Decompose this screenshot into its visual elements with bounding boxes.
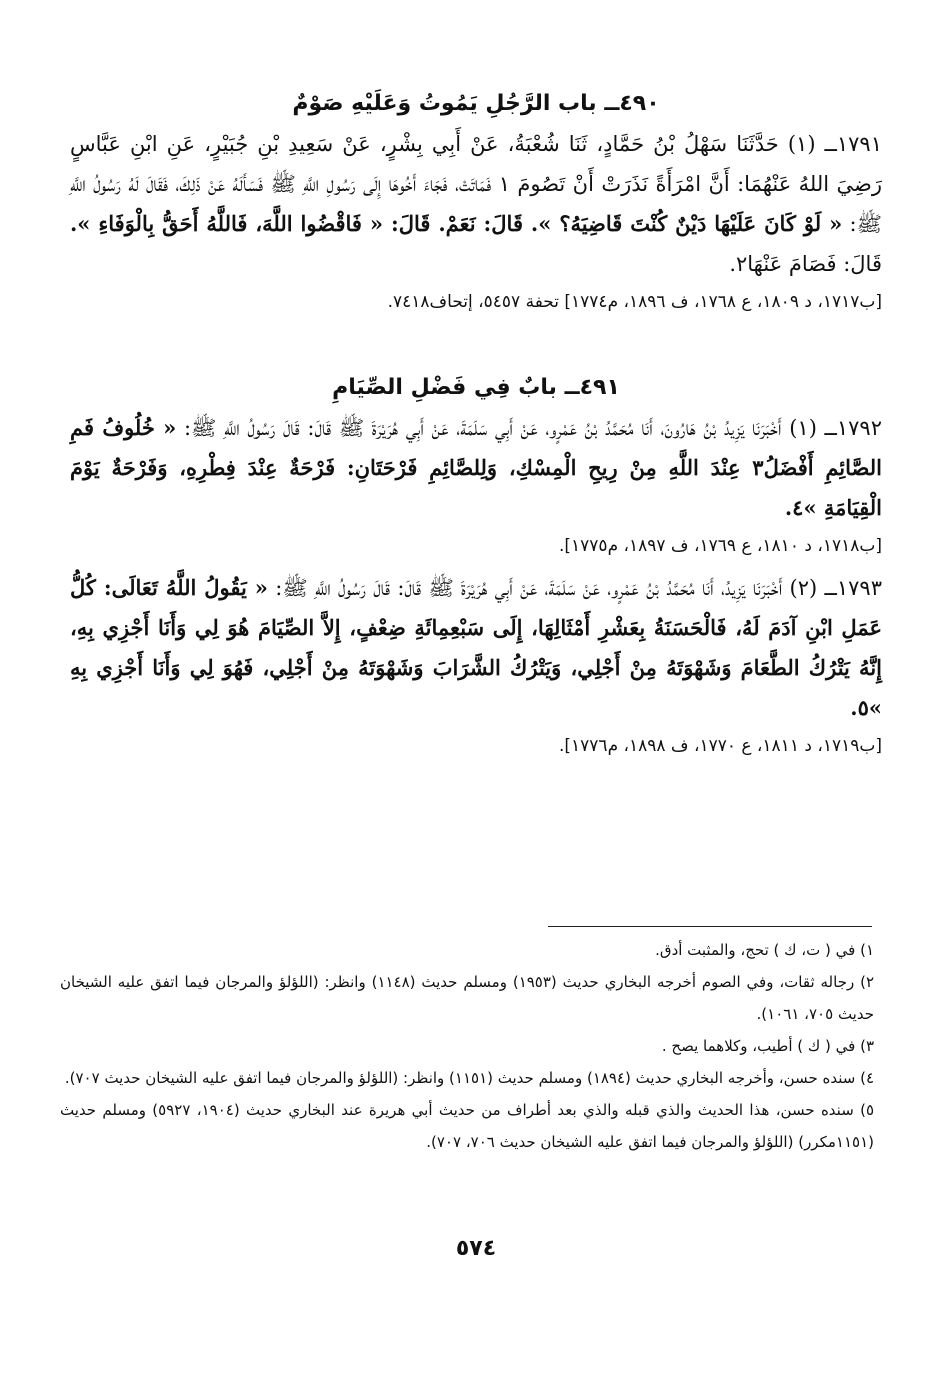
page-number: ٥٧٤: [455, 1236, 497, 1261]
hadith-isnad: ١٧٩١ــ (١) حَدَّثَنَا سَهْلُ بْنُ حَمَّادٍ، ثَنَا شُعْبَةُ، عَنْ أَبِي بِشْرٍ، عَنْ سَعِيدِ بْنِ جُبَيْرٍ، عَنِ ابْنِ عَبَّاسٍ رَضِيَ اللهُ عَنْهُمَا: أَنَّ امْرَأَةً نَذَرَتْ أَنْ تَصُومَ ١ فَمَاتَتْ، فَجَاءَ أَخُوهَا إِلَى رَسُولِ اللَّهِ ﷺ فَسَأَلَهُ عَنْ ذَلِكَ، فَقَالَ لَهُ رَسُولُ اللَّهِ ﷺ:: [70, 132, 883, 236]
hadith-references: [ب١٧١٩، د ١٨١١، ع ١٧٧٠، ف ١٨٩٨، م١٧٧٦].: [558, 736, 882, 756]
page-body: [70, 78, 882, 762]
footnote: ٣) في ( ك ) أطيب، وكلاهما يصح .: [661, 1037, 874, 1055]
footnote: ٤) سنده حسن، وأخرجه البخاري حديث (١٨٩٤) ومسلم حديث (١١٥١) وانظر: (اللؤلؤ والمرجان فيما اتفق عليه الشيخان حديث ٧٠٧).: [64, 1069, 874, 1087]
hadith-outro: قَالَ: فَصَامَ عَنْهَا٢.: [729, 252, 882, 276]
hadith-text: [70, 408, 882, 528]
footnote: ٢) رجاله ثقات، وفي الصوم أخرجه البخاري حديث (١٩٥٣) ومسلم حديث (١١٤٨) وانظر: (اللؤلؤ والمرجان فيما اتفق عليه الشيخان حديث ٧٠٥، ١٠٦١).: [60, 973, 875, 1023]
chapter-section: [70, 88, 882, 318]
section-spacer: [70, 318, 882, 362]
chapter-heading: ٤٩٠ــ باب الرَّجُلِ يَمُوتُ وَعَلَيْهِ صَوْمٌ: [292, 91, 660, 116]
hadith-matn: « لَوْ كَانَ عَلَيْهَا دَيْنٌ كُنْتَ قَاضِيَهُ؟ ». قَالَ: نَعَمْ. قَالَ: « فَاقْضُوا اللَّهَ، فَاللَّهُ أَحَقُّ بِالْوَفَاءِ ».: [70, 211, 843, 236]
hadith-isnad: ١٧٩٣ــ (٢) أَخْبَرَنَا يَزِيدُ، أَنَا مُحَمَّدُ بْنُ عَمْرٍو، عَنْ سَلَمَةَ، عَنْ أَبِي هُرَيْرَةَ ﷺ قَالَ: قَالَ رَسُولُ اللَّهِ ﷺ:: [275, 576, 882, 600]
hadith-text: [70, 124, 882, 284]
hadith-isnad: ١٧٩٢ــ (١) أَخْبَرَنَا يَزِيدُ بْنُ هَارُونَ، أَنَا مُحَمَّدُ بْنُ عَمْرٍو، عَنْ أَبِي سَلَمَةَ، عَنْ أَبِي هُرَيْرَةَ ﷺ قَالَ: قَالَ رَسُولُ اللَّهِ ﷺ:: [183, 416, 882, 440]
footnote: ١) في ( ت، ك ) تحج، والمثبت أدق.: [655, 941, 874, 959]
chapter-heading: ٤٩١ــ بابٌ فِي فَضْلِ الصِّيَامِ: [332, 375, 620, 400]
footnote: ٥) سنده حسن، هذا الحديث والذي قبله والذي بعد أطراف من حديث أبي هريرة عند البخاري حديث (١٩٠٤، ٥٩٢٧) ومسلم حديث (١١٥١مكرر) (اللؤلؤ والمرجان فيما اتفق عليه الشيخان حديث ٧٠٦، ٧٠٧).: [60, 1101, 875, 1151]
hadith-text: [70, 568, 882, 728]
chapter-section: [70, 372, 882, 762]
hadith-matn: « يَقُولُ اللَّهُ تَعَالَى: كُلُّ عَمَلِ ابْنِ آدَمَ لَهُ، فَالْحَسَنَةُ بِعَشْرِ أَمْثَالِهَا، إِلَى سَبْعِمِائَةِ ضِعْفٍ، إِلاَّ الصِّيَامَ هُوَ لِي وَأَنَا أَجْزِي بِهِ، إِنَّهُ يَتْرُكُ الطَّعَامَ وَشَهْوَتَهُ مِنْ أَجْلِي، وَيَتْرُكُ الشَّرَابَ وَشَهْوَتَهُ مِنْ أَجْلِي، فَهُوَ لِي وَأَنَا أَجْزِي بِهِ »٥.: [70, 575, 882, 720]
footnotes: [60, 934, 874, 1158]
footnote-divider: [548, 926, 872, 927]
hadith-references: [ب١٧١٧، د ١٨٠٩، ع ١٧٦٨، ف ١٨٩٦، م١٧٧٤] تحفة ٥٤٥٧، إتحاف٧٤١٨.: [387, 292, 882, 312]
hadith-matn: « خُلُوفُ فَمِ الصَّائِمِ أَفْضَلُ٣ عِنْدَ اللَّهِ مِنْ رِيحِ الْمِسْكِ، وَلِلصَّائِمِ فَرْحَتَانِ: فَرْحَةٌ عِنْدَ فِطْرِهِ، وَفَرْحَةٌ يَوْمَ الْقِيَامَةِ »٤.: [70, 415, 882, 520]
hadith-references: [ب١٧١٨، د ١٨١٠، ع ١٧٦٩، ف ١٨٩٧، م١٧٧٥].: [558, 536, 882, 556]
